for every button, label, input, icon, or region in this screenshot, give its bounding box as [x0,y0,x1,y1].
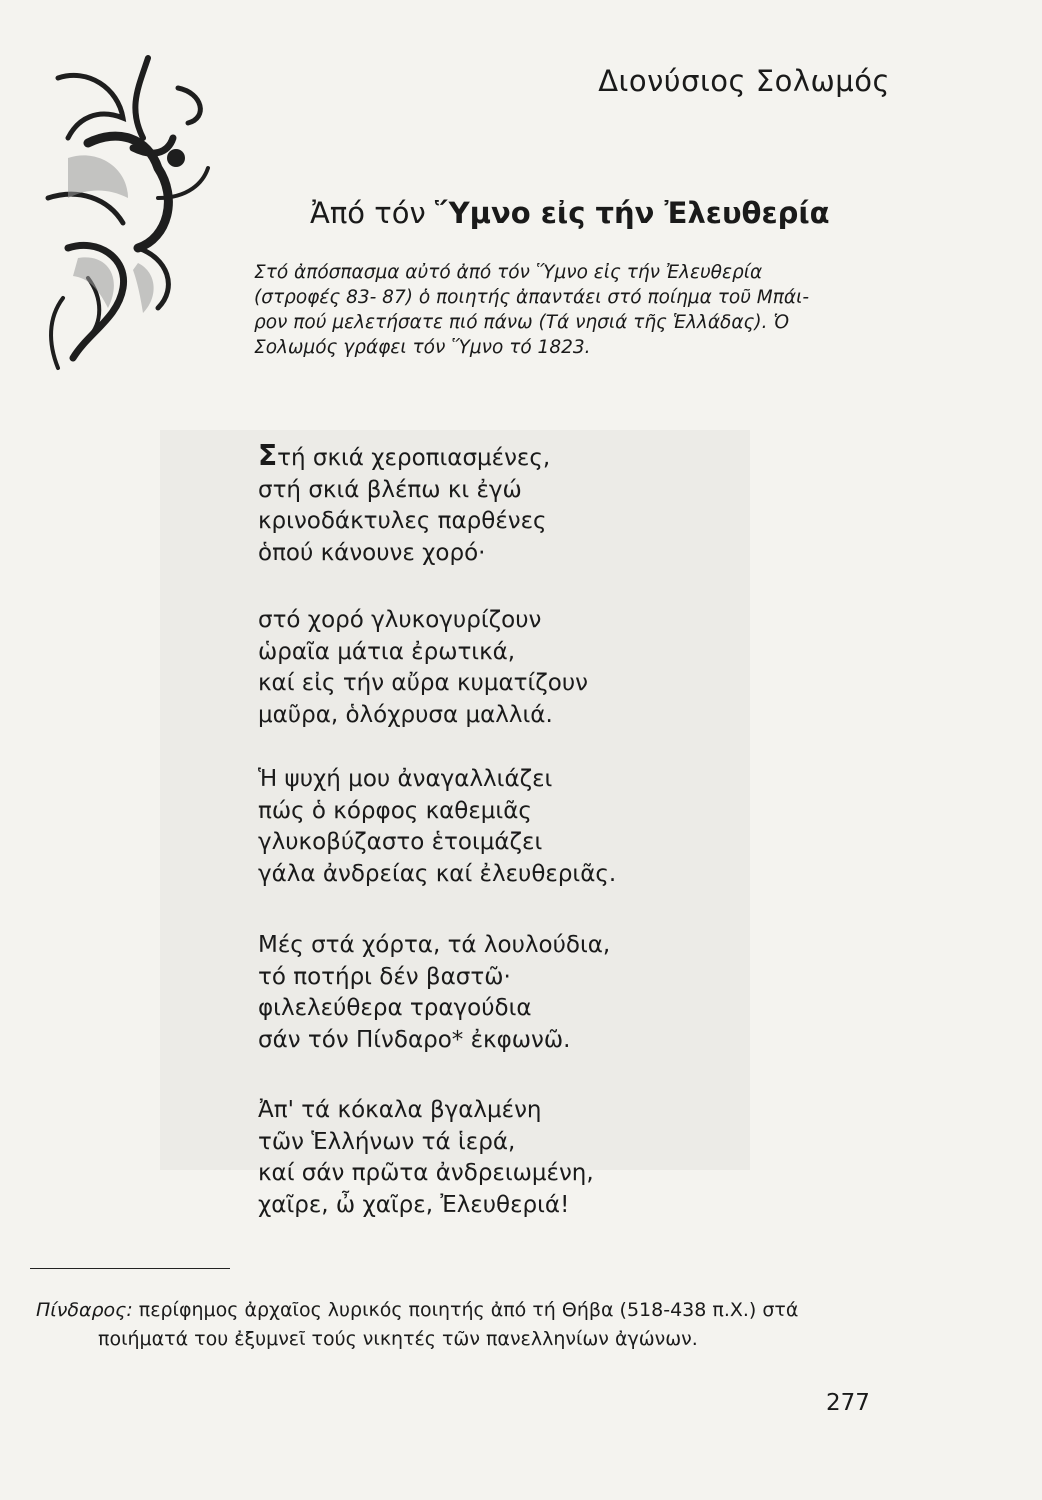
poem-line: τό ποτήρι δέν βαστῶ· [258,963,511,990]
ornament-icon [28,48,218,378]
title-lead: Ἀπό τόν [310,196,426,230]
poem-line: πώς ὁ κόρφος καθεμιᾶς [258,797,532,824]
author-name: Διονύσιος Σολωμός [598,64,890,98]
poem-line: στό χορό γλυκογυρίζουν [258,607,542,633]
poem-line: Ἀπ' τά κόκαλα βγαλμένη [258,1097,542,1123]
stanza-2 [258,605,588,731]
poem-line: μαῦρα, ὁλόχρυσα μαλλιά. [258,701,553,728]
poem-line [258,440,550,475]
title-bold: Ὕμνο εἰς τήν Ἐλευθερία [434,196,830,230]
poem-line: χαῖρε, ὦ χαῖρε, Ἐλευθεριά! [258,1191,570,1218]
intro-line: ρον πού μελετήσατε πιό πάνω (Τά νησιά τῆς Ἑλλάδας). Ὁ [254,312,790,333]
poem-line: καί εἰς τήν αὔρα κυματίζουν [258,670,588,696]
poem-line: σάν τόν Πίνδαρο* ἐκφωνῶ. [258,1026,571,1053]
poem-line-text: τή σκιά χεροπιασμένες, [277,445,551,471]
poem-line: κρινοδάκτυλες παρθένες [258,508,547,534]
intro-line: Στό ἀπόσπασμα αὐτό ἀπό τόν Ὕμνο εἰς τήν Ἐλευθερία [254,262,763,283]
stanza-1 [258,440,550,569]
footnote-term: Πίνδαρος: [36,1299,133,1321]
poem-line: καί σάν πρῶτα ἀνδρειωμένη, [258,1160,594,1186]
poem-line: τῶν Ἑλλήνων τά ἱερά, [258,1128,516,1155]
poem-line: στή σκιά βλέπω κι ἐγώ [258,476,522,503]
poem-line: ὡραῖα μάτια ἐρωτικά, [258,638,516,665]
drop-cap: Σ [258,439,278,472]
footnote-text: περίφημος ἀρχαῖος λυρικός ποιητής ἀπό τή Θήβα (518-438 π.Χ.) στά [138,1299,799,1321]
poem-line: ὁπού κάνουνε χορό· [258,539,486,566]
poem-title [310,196,830,230]
poem-line: γλυκοβύζαστο ἑτοιμάζει [258,829,543,855]
intro-line: Σολωμός γράφει τόν Ὕμνο τό 1823. [254,337,591,358]
stanza-4 [258,930,610,1056]
poem-line: Ἡ ψυχή μου ἀναγαλλιάζει [258,766,553,792]
stanza-3 [258,764,616,890]
footnote [36,1296,916,1354]
page-number: 277 [826,1390,870,1416]
intro-paragraph [254,260,894,360]
poem-line: γάλα ἀνδρείας καί ἐλευθεριᾶς. [258,860,617,887]
footnote-divider [30,1268,230,1269]
stanza-5 [258,1095,594,1221]
footnote-text: ποιήματά του ἐξυμνεῖ τούς νικητές τῶν πανελληνίων ἀγώνων. [98,1328,698,1350]
poem-line: φιλελεύθερα τραγούδια [258,995,532,1021]
intro-line: (στροφές 83- 87) ὁ ποιητής ἀπαντάει στό ποίημα τοῦ Μπάι- [254,287,810,308]
poem-line: Μές στά χόρτα, τά λουλούδια, [258,932,611,958]
